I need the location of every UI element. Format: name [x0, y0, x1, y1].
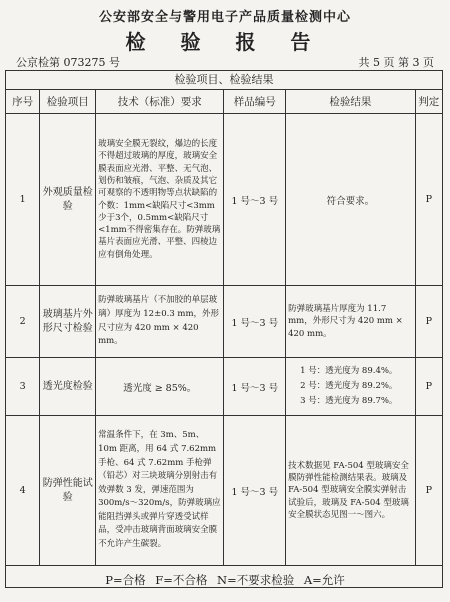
table-row — [6, 358, 442, 416]
row-sample: 1 号～3 号 — [224, 114, 286, 286]
col-header-result: 检验结果 — [286, 90, 415, 114]
report-number: 公京检第 073275 号 — [16, 56, 120, 69]
row-number: 4 — [6, 416, 40, 566]
transmittance-result: 2 号：透光度为 89.2%。 — [300, 380, 398, 391]
col-header-requirement: 技术（标准）要求 — [96, 90, 224, 114]
row-verdict: P — [415, 286, 442, 358]
table-row — [6, 416, 442, 566]
row-verdict: P — [415, 416, 442, 566]
section-title: 检验项目、检验结果 — [6, 71, 442, 90]
row-number: 3 — [6, 358, 40, 416]
inspection-table — [6, 89, 442, 566]
row-requirement: 常温条件下，在 3m、5m、10m 距离，用 64 式 7.62mm 手枪、64 式 7.62mm 手枪弹（铅芯）对三块玻璃分别射击有效弹数 3 发，弹速范围为 300m/s～320m/s，防弹玻璃应能阻挡弹头或弹片穿透受试样品，受冲击玻璃背面玻璃安全膜不允许产生碳裂。 — [96, 416, 224, 566]
row-item: 透光度检验 — [40, 358, 96, 416]
row-item: 防弹性能试验 — [40, 416, 96, 566]
row-requirement: 玻璃安全膜无裂纹，爆边的长度不得超过玻璃的厚度，玻璃安全膜表面应光滑、平整、无气泡、划伤和皱痕，气泡、杂质及其它可观察的不透明物等点状缺陷的个数：1mm<缺陷尺寸<3mm少于3个，0.5mm<缺陷尺寸<1mm不得密集存在。防弹玻璃基片表面应光滑、平整、四棱边应有倒角处理。 — [96, 114, 224, 286]
page-count: 共 5 页 第 3 页 — [358, 56, 434, 69]
row-verdict: P — [415, 358, 442, 416]
col-header-no: 序号 — [6, 90, 40, 114]
row-sample: 1 号～3 号 — [224, 416, 286, 566]
row-verdict: P — [415, 114, 442, 286]
row-sample: 1 号～3 号 — [224, 286, 286, 358]
row-requirement: 透光度 ≥ 85%。 — [96, 358, 224, 416]
report-frame — [5, 70, 443, 588]
table-row — [6, 286, 442, 358]
row-item: 玻璃基片外形尺寸检验 — [40, 286, 96, 358]
row-requirement: 防弹玻璃基片（不加胶的单层玻璃）厚度为 12±0.3 mm，外形尺寸应为 420 mm × 420 mm。 — [96, 286, 224, 358]
row-number: 2 — [6, 286, 40, 358]
col-header-item: 检验项目 — [40, 90, 96, 114]
col-header-sample: 样品编号 — [224, 90, 286, 114]
legend-footer: P=合格 F=不合格 N=不要求检验 A=允许 — [105, 573, 345, 587]
row-result: 符合要求。 — [286, 114, 415, 286]
transmittance-result: 3 号：透光度为 89.7%。 — [300, 396, 398, 407]
table-row — [6, 114, 442, 286]
table-header-row — [6, 90, 442, 114]
row-result-list — [286, 358, 415, 416]
transmittance-result: 1 号：透光度为 89.4%。 — [300, 365, 398, 376]
row-result: 防弹玻璃基片厚度为 11.7 mm，外形尺寸为 420 mm × 420 mm。 — [286, 286, 415, 358]
row-number: 1 — [6, 114, 40, 286]
col-header-verdict: 判定 — [415, 90, 442, 114]
row-result: 技术数据见 FA-504 型玻璃安全膜防弹性能检测结果表。玻璃及 FA-504 型玻璃安全膜实弹射击试验后，玻璃及 FA-504 型玻璃安全膜状态见图一～图六。 — [286, 416, 415, 566]
organization-name: 公安部安全与警用电子产品质量检测中心 — [98, 10, 351, 25]
row-sample: 1 号～3 号 — [224, 358, 286, 416]
report-title: 检 验 报 告 — [125, 30, 325, 54]
row-item: 外观质量检验 — [40, 114, 96, 286]
